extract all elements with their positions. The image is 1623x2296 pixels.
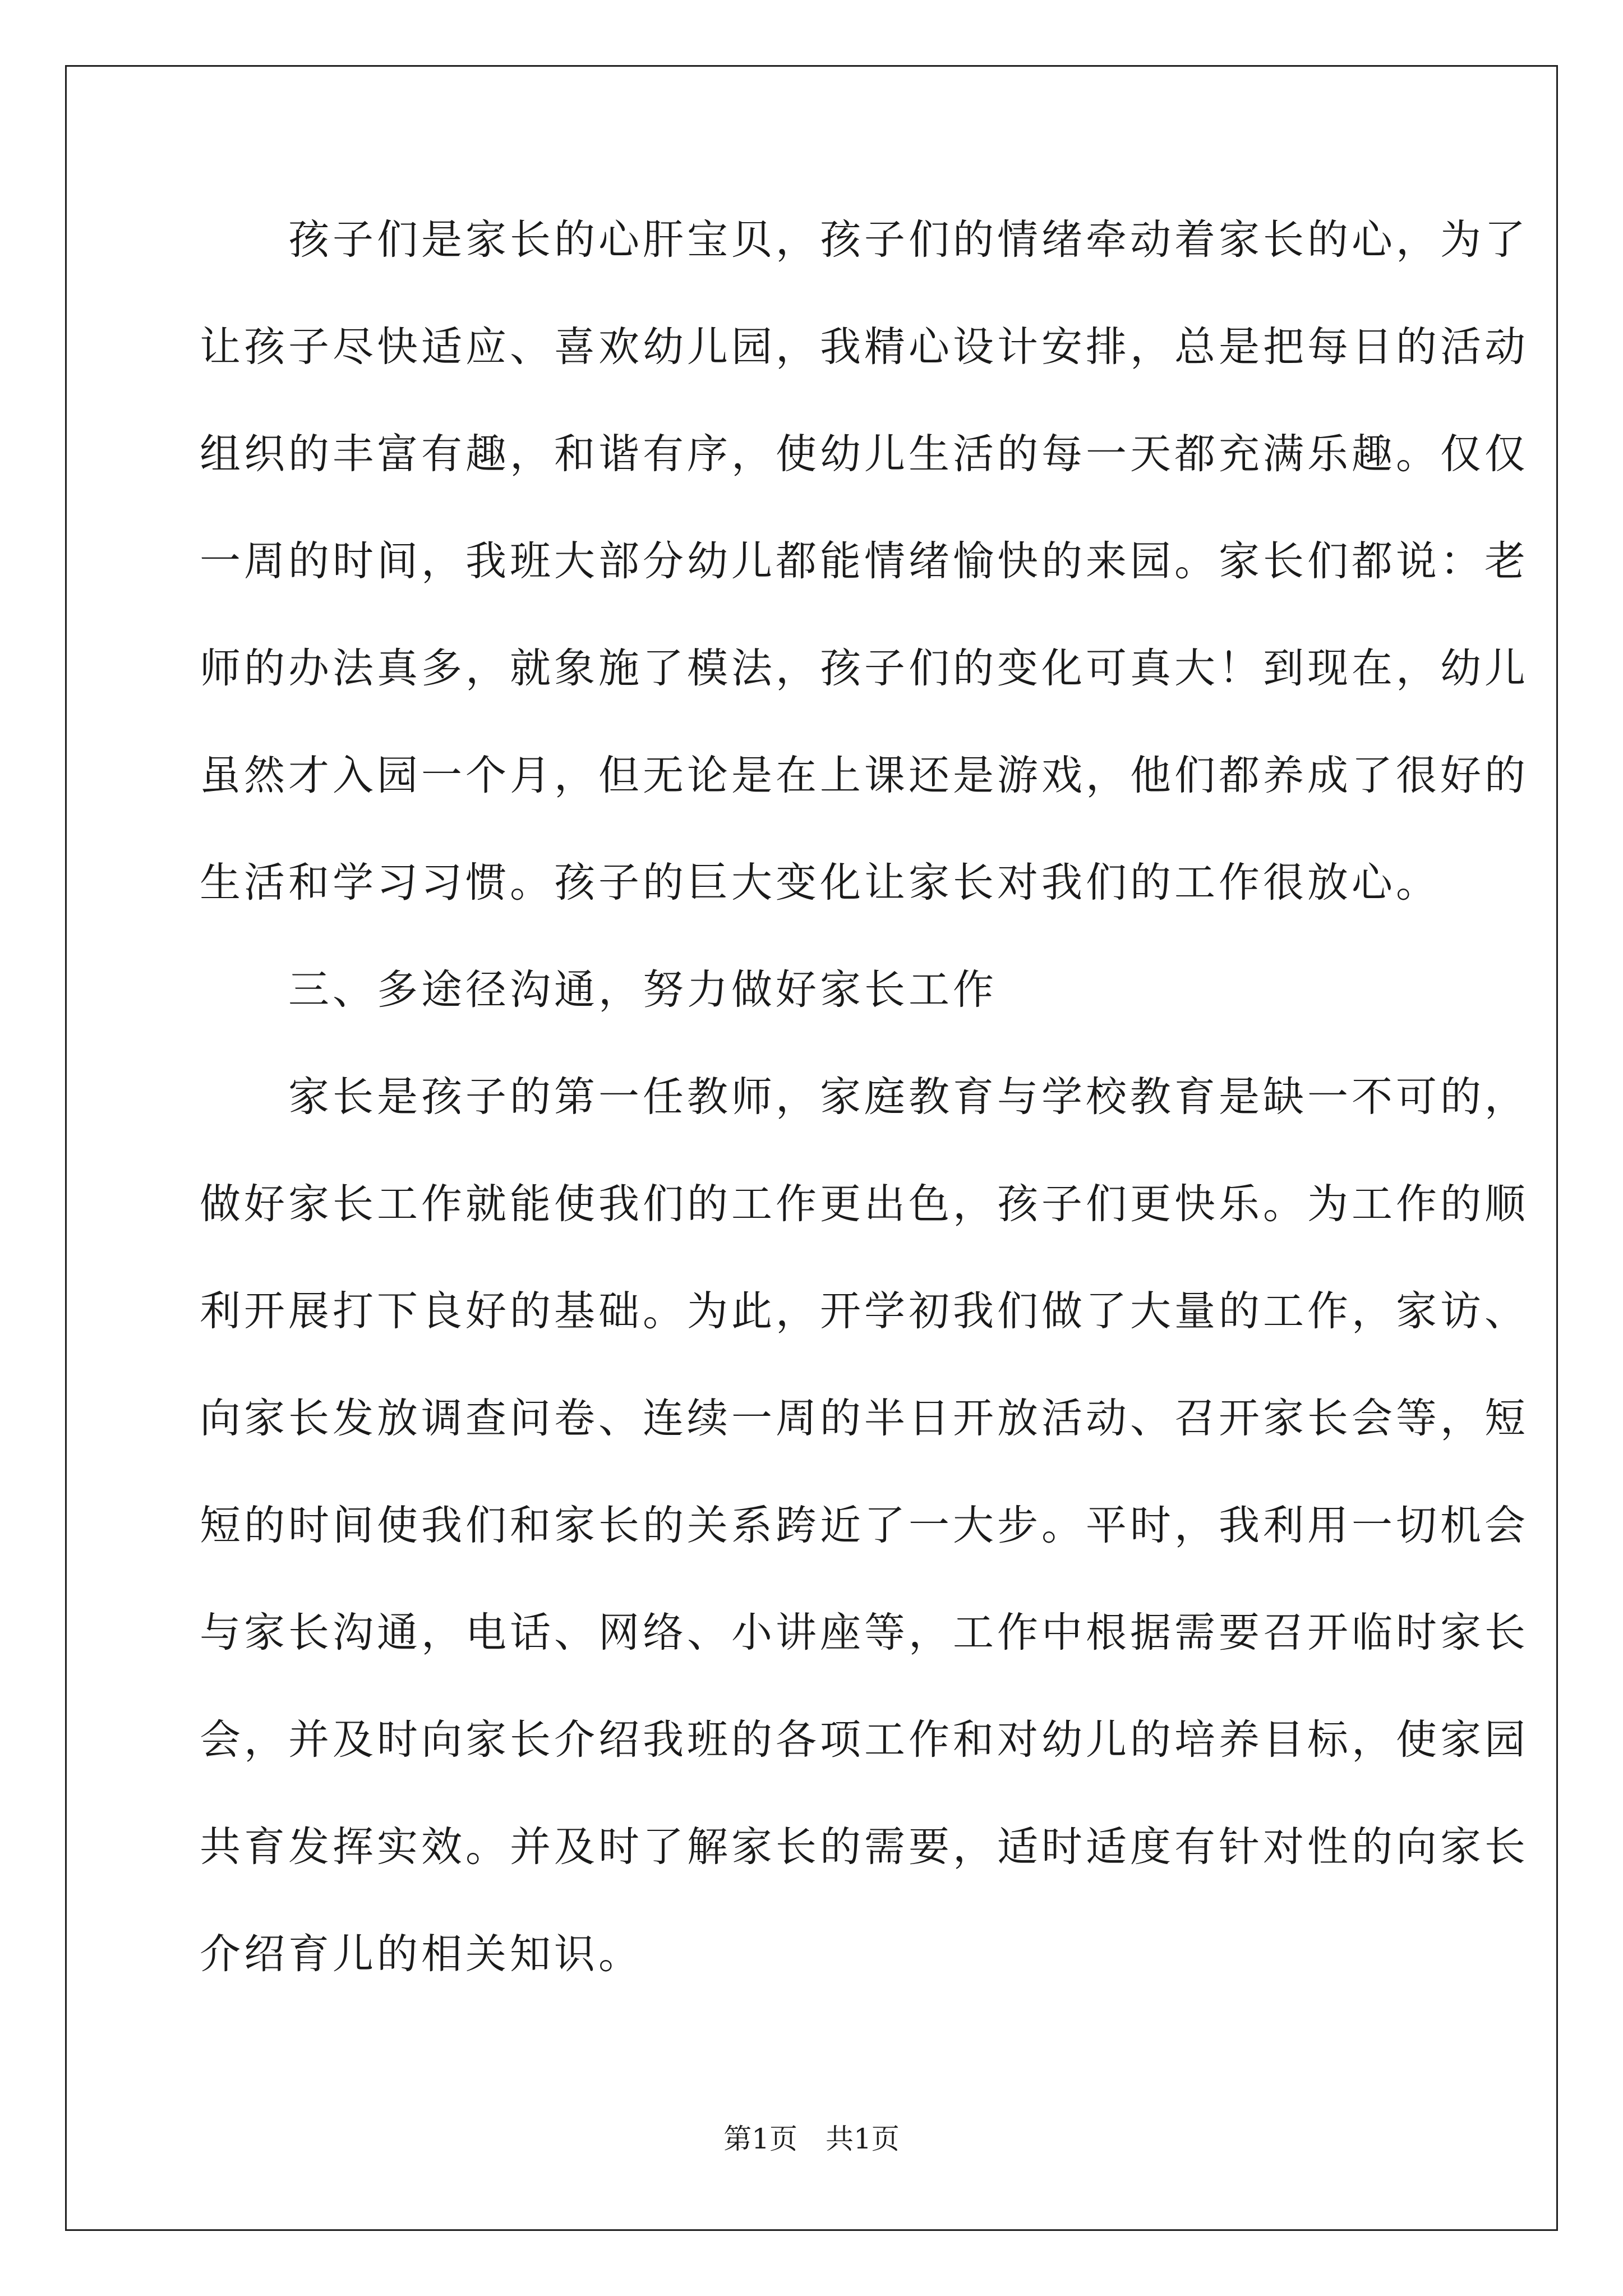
text-line: 虽然才入园一个月，但无论是在上课还是游戏，他们都养成了很好的 <box>200 752 1529 799</box>
text-line: 家长是孩子的第一任教师，家庭教育与学校教育是缺一不可的， <box>200 1073 1529 1121</box>
text-line: 共育发挥实效。并及时了解家长的需要，适时适度有针对性的向家长 <box>200 1823 1529 1871</box>
text-line: 短的时间使我们和家长的关系跨近了一大步。平时，我利用一切机会 <box>200 1502 1529 1549</box>
section-heading <box>200 959 1433 1066</box>
text-line: 介绍育儿的相关知识。 <box>200 1930 643 1978</box>
text-line: 向家长发放调查问卷、连续一周的半日开放活动、召开家长会等，短 <box>200 1395 1529 1442</box>
page-footer: 第1页 共1页 <box>723 2123 900 2155</box>
heading-line: 三、多途径沟通，努力做好家长工作 <box>200 966 997 1014</box>
paragraph-parent-communication <box>200 1066 1529 2030</box>
text-line: 生活和学习习惯。孩子的巨大变化让家长对我们的工作很放心。 <box>200 859 1440 907</box>
text-line: 孩子们是家长的心肝宝贝，孩子们的情绪牵动着家长的心，为了 <box>200 216 1529 264</box>
paragraph-adaptation <box>200 209 1529 959</box>
text-line: 一周的时间，我班大部分幼儿都能情绪愉快的来园。家长们都说：老 <box>200 537 1529 585</box>
text-line: 做好家长工作就能使我们的工作更出色，孩子们更快乐。为工作的顺 <box>200 1180 1529 1228</box>
text-line: 会，并及时向家长介绍我班的各项工作和对幼儿的培养目标，使家园 <box>200 1716 1529 1764</box>
text-line: 师的办法真多，就象施了模法，孩子们的变化可真大！到现在，幼儿 <box>200 645 1529 692</box>
document-body <box>200 209 1529 2030</box>
text-line: 让孩子尽快适应、喜欢幼儿园，我精心设计安排，总是把每日的活动 <box>200 323 1529 371</box>
text-line: 组织的丰富有趣，和谐有序，使幼儿生活的每一天都充满乐趣。仅仅 <box>200 430 1529 478</box>
text-line: 与家长沟通，电话、网络、小讲座等，工作中根据需要召开临时家长 <box>200 1609 1529 1657</box>
text-line: 利开展打下良好的基础。为此，开学初我们做了大量的工作，家访、 <box>200 1287 1529 1335</box>
